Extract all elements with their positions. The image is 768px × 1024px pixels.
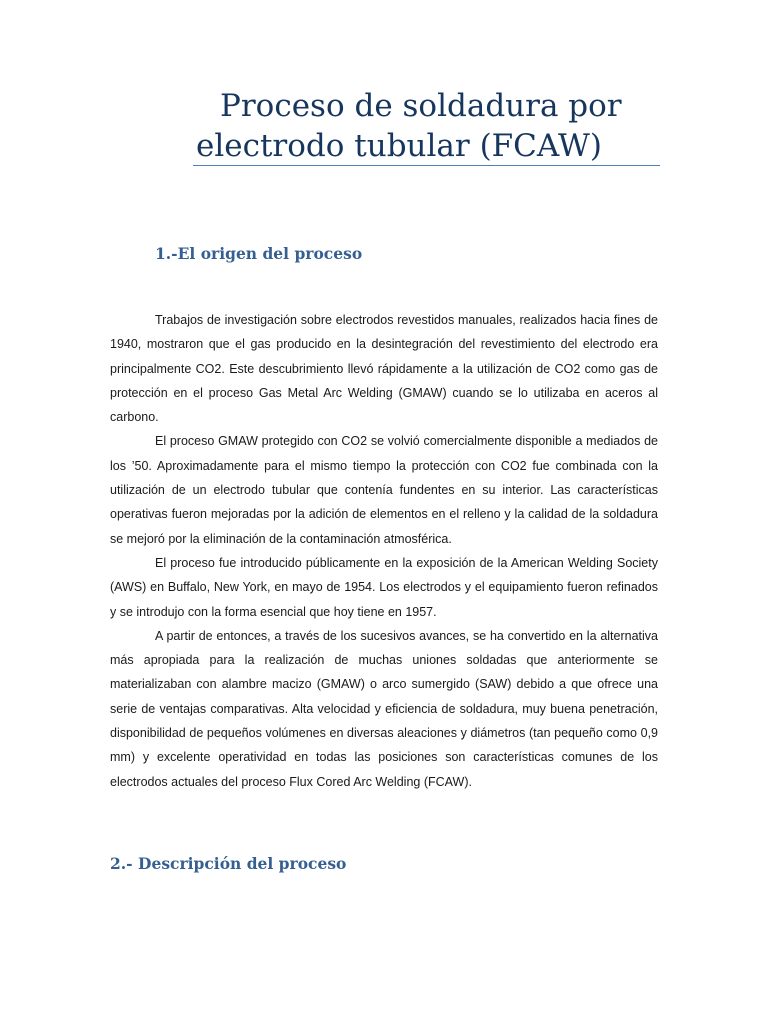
document-title <box>196 86 676 166</box>
section-1-heading: 1.-El origen del proceso <box>155 244 363 263</box>
section-1-body <box>110 308 658 794</box>
document-title-line-1: Proceso de soldadura por <box>220 88 622 124</box>
paragraph-1: Trabajos de investigación sobre electrodos revestidos manuales, realizados hacia fines de 1940, mostraron que el gas producido en la desintegración del revestimiento del electrodo era principalmente CO2. Este descubrimiento llevó rápidamente a la utilización de CO2 como gas de protección en el proceso Gas Metal Arc Welding (GMAW) cuando se lo utilizaba en aceros al carbono. <box>110 313 658 425</box>
document-title-line-2: electrodo tubular (FCAW) <box>196 128 602 164</box>
paragraph-3: El proceso fue introducido públicamente en la exposición de la American Welding Society (AWS) en Buffalo, New York, en mayo de 1954. Los electrodos y el equipamiento fueron refinados y se introdujo con la forma esencial que hoy tiene en 1957. <box>110 555 658 619</box>
title-divider <box>193 165 660 166</box>
paragraph-4: A partir de entonces, a través de los sucesivos avances, se ha convertido en la alternativa más apropiada para la realización de muchas uniones soldadas que anteriormente se materializaban con alambre macizo (GMAW) o arco sumergido (SAW) debido a que ofrece una serie de ventajas comparativas. Alta velocidad y eficiencia de soldadura, muy buena penetración, disponibilidad de pequeños volúmenes en diversas aleaciones y diámetros (tan pequeño como 0,9 mm) y excelente operatividad en todas las posiciones son características comunes de los electrodos actuales del proceso Flux Cored Arc Welding (FCAW). <box>110 628 658 789</box>
paragraph-2: El proceso GMAW protegido con CO2 se volvió comercialmente disponible a mediados de los ’50. Aproximadamente para el mismo tiempo la protección con CO2 fue combinada con la utilización de un electrodo tubular que contenía fundentes en su interior. Las características operativas fueron mejoradas por la adición de elementos en el relleno y la calidad de la soldadura se mejoró por la eliminación de la contaminación atmosférica. <box>110 434 658 546</box>
section-2-heading: 2.- Descripción del proceso <box>110 854 347 873</box>
